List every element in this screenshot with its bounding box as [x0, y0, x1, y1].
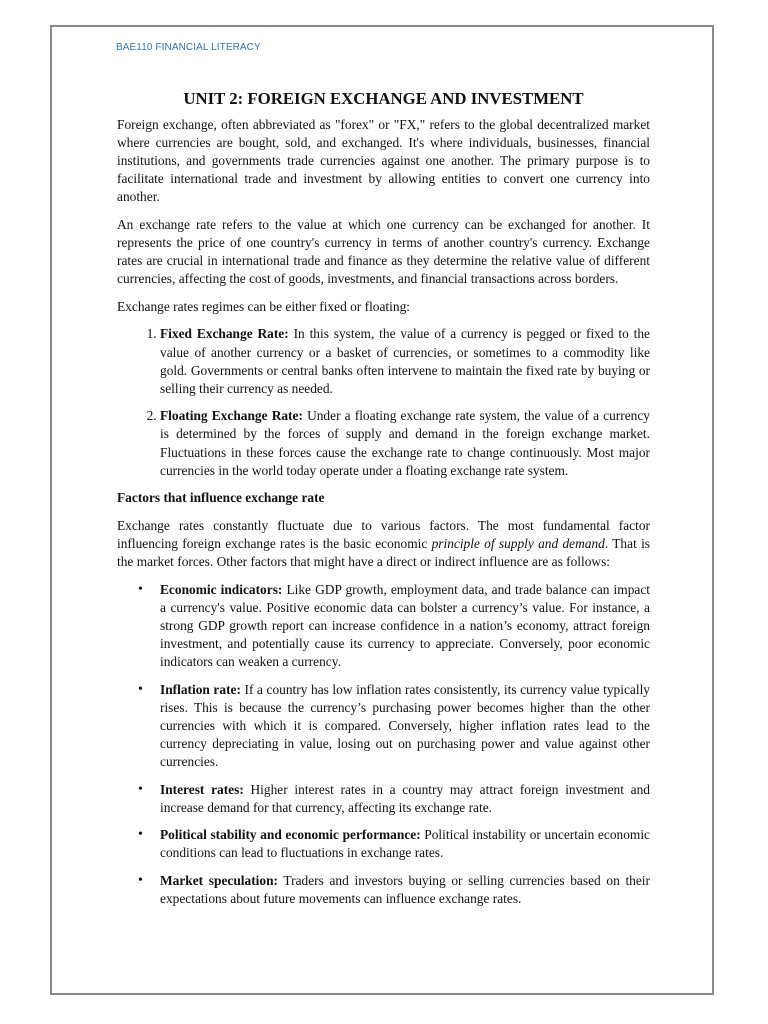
factors-heading: Factors that influence exchange rate — [117, 490, 325, 506]
term-label: Economic indicators: — [160, 581, 283, 597]
intro-paragraph-forex: Foreign exchange, often abbreviated as "forex" or "FX," refers to the global decentralized market where currencies are bought, sold, and exchanged. It's where individuals, businesses, financial institutions, and governments trade currencies against one another. The primary purpose is to facilitate international trade and investment by allowing entities to convert one currency into another. — [117, 117, 650, 205]
list-item-economic-indicators — [160, 581, 650, 671]
term-label: Inflation rate: — [160, 681, 241, 697]
term-label: Political stability and economic performance: — [160, 827, 421, 843]
term-label: Fixed Exchange Rate: — [160, 326, 289, 342]
document-body — [117, 88, 650, 918]
list-item-inflation-rate — [160, 681, 650, 771]
term-label: Interest rates: — [160, 781, 244, 797]
term-label: Market speculation: — [160, 872, 278, 888]
term-description: Political instability or uncertain economic conditions can lead to fluctuations in exchange rates. — [160, 827, 650, 861]
list-item-interest-rates — [160, 781, 650, 817]
term-label: Floating Exchange Rate: — [160, 408, 303, 424]
list-item-market-speculation — [160, 872, 650, 908]
term-description: Under a floating exchange rate system, the value of a currency is determined by the forces of supply and demand in the foreign exchange market. Fluctuations in these forces cause the exchange rate to change continuously. Most major currencies in the world today operate under a floating exchange rate system. — [160, 408, 650, 478]
factors-intro-emphasis: principle of supply and demand — [431, 535, 605, 551]
document-title: UNIT 2: FOREIGN EXCHANGE AND INVESTMENT — [183, 89, 584, 108]
term-description: Higher interest rates in a country may attract foreign investment and increase demand for that currency, affecting its exchange rate. — [160, 781, 650, 815]
intro-paragraph-exchange-rate: An exchange rate refers to the value at which one currency can be exchanged for another. It represents the price of one country's currency in terms of another country's currency. Exchange rates are crucial in international trade and finance as they determine the relative value of different currencies, affecting the cost of goods, investments, and financial transactions across borders. — [117, 216, 650, 287]
list-item-fixed-rate — [160, 325, 650, 397]
list-item-political-stability — [160, 826, 650, 862]
factors-intro-before: Exchange rates constantly fluctuate due to various factors. The most fundamental factor influencing foreign exchange rates is the basic economic — [117, 517, 650, 551]
term-description: Traders and investors buying or selling currencies based on their expectations about future movements can influence exchange rates. — [160, 872, 650, 906]
term-description: Like GDP growth, employment data, and trade balance can impact a currency's value. Positive economic data can bolster a currency’s value. For instance, a strong GDP growth report can increase confidence in a nation’s economy, attract foreign investment, and potentially cause its currency to appreciate. Conversely, poor economic indicators can weaken a currency. — [160, 581, 650, 669]
factors-intro-paragraph — [117, 517, 650, 571]
factors-list — [117, 581, 650, 909]
intro-paragraph-regimes: Exchange rates regimes can be either fixed or floating: — [117, 298, 410, 314]
list-item-floating-rate — [160, 407, 650, 479]
term-description: In this system, the value of a currency is pegged or fixed to the value of another currency or a basket of currencies, or sometimes to a commodity like gold. Governments or central banks often intervene to maintain the fixed rate by buying or selling their currency as needed. — [160, 326, 650, 396]
course-header: BAE110 FINANCIAL LITERACY — [116, 42, 261, 53]
factors-intro-after: . That is the market forces. Other factors that might have a direct or indirect influence are as follows: — [117, 535, 651, 569]
regimes-list — [117, 325, 650, 479]
term-description: If a country has low inflation rates consistently, its currency value typically rises. This is because the currency’s purchasing power becomes higher than the other currencies with which it is compared. Conversely, higher inflation rates lead to the currency depreciating in value, losing out on purchasing power and value against other currencies. — [160, 681, 650, 769]
